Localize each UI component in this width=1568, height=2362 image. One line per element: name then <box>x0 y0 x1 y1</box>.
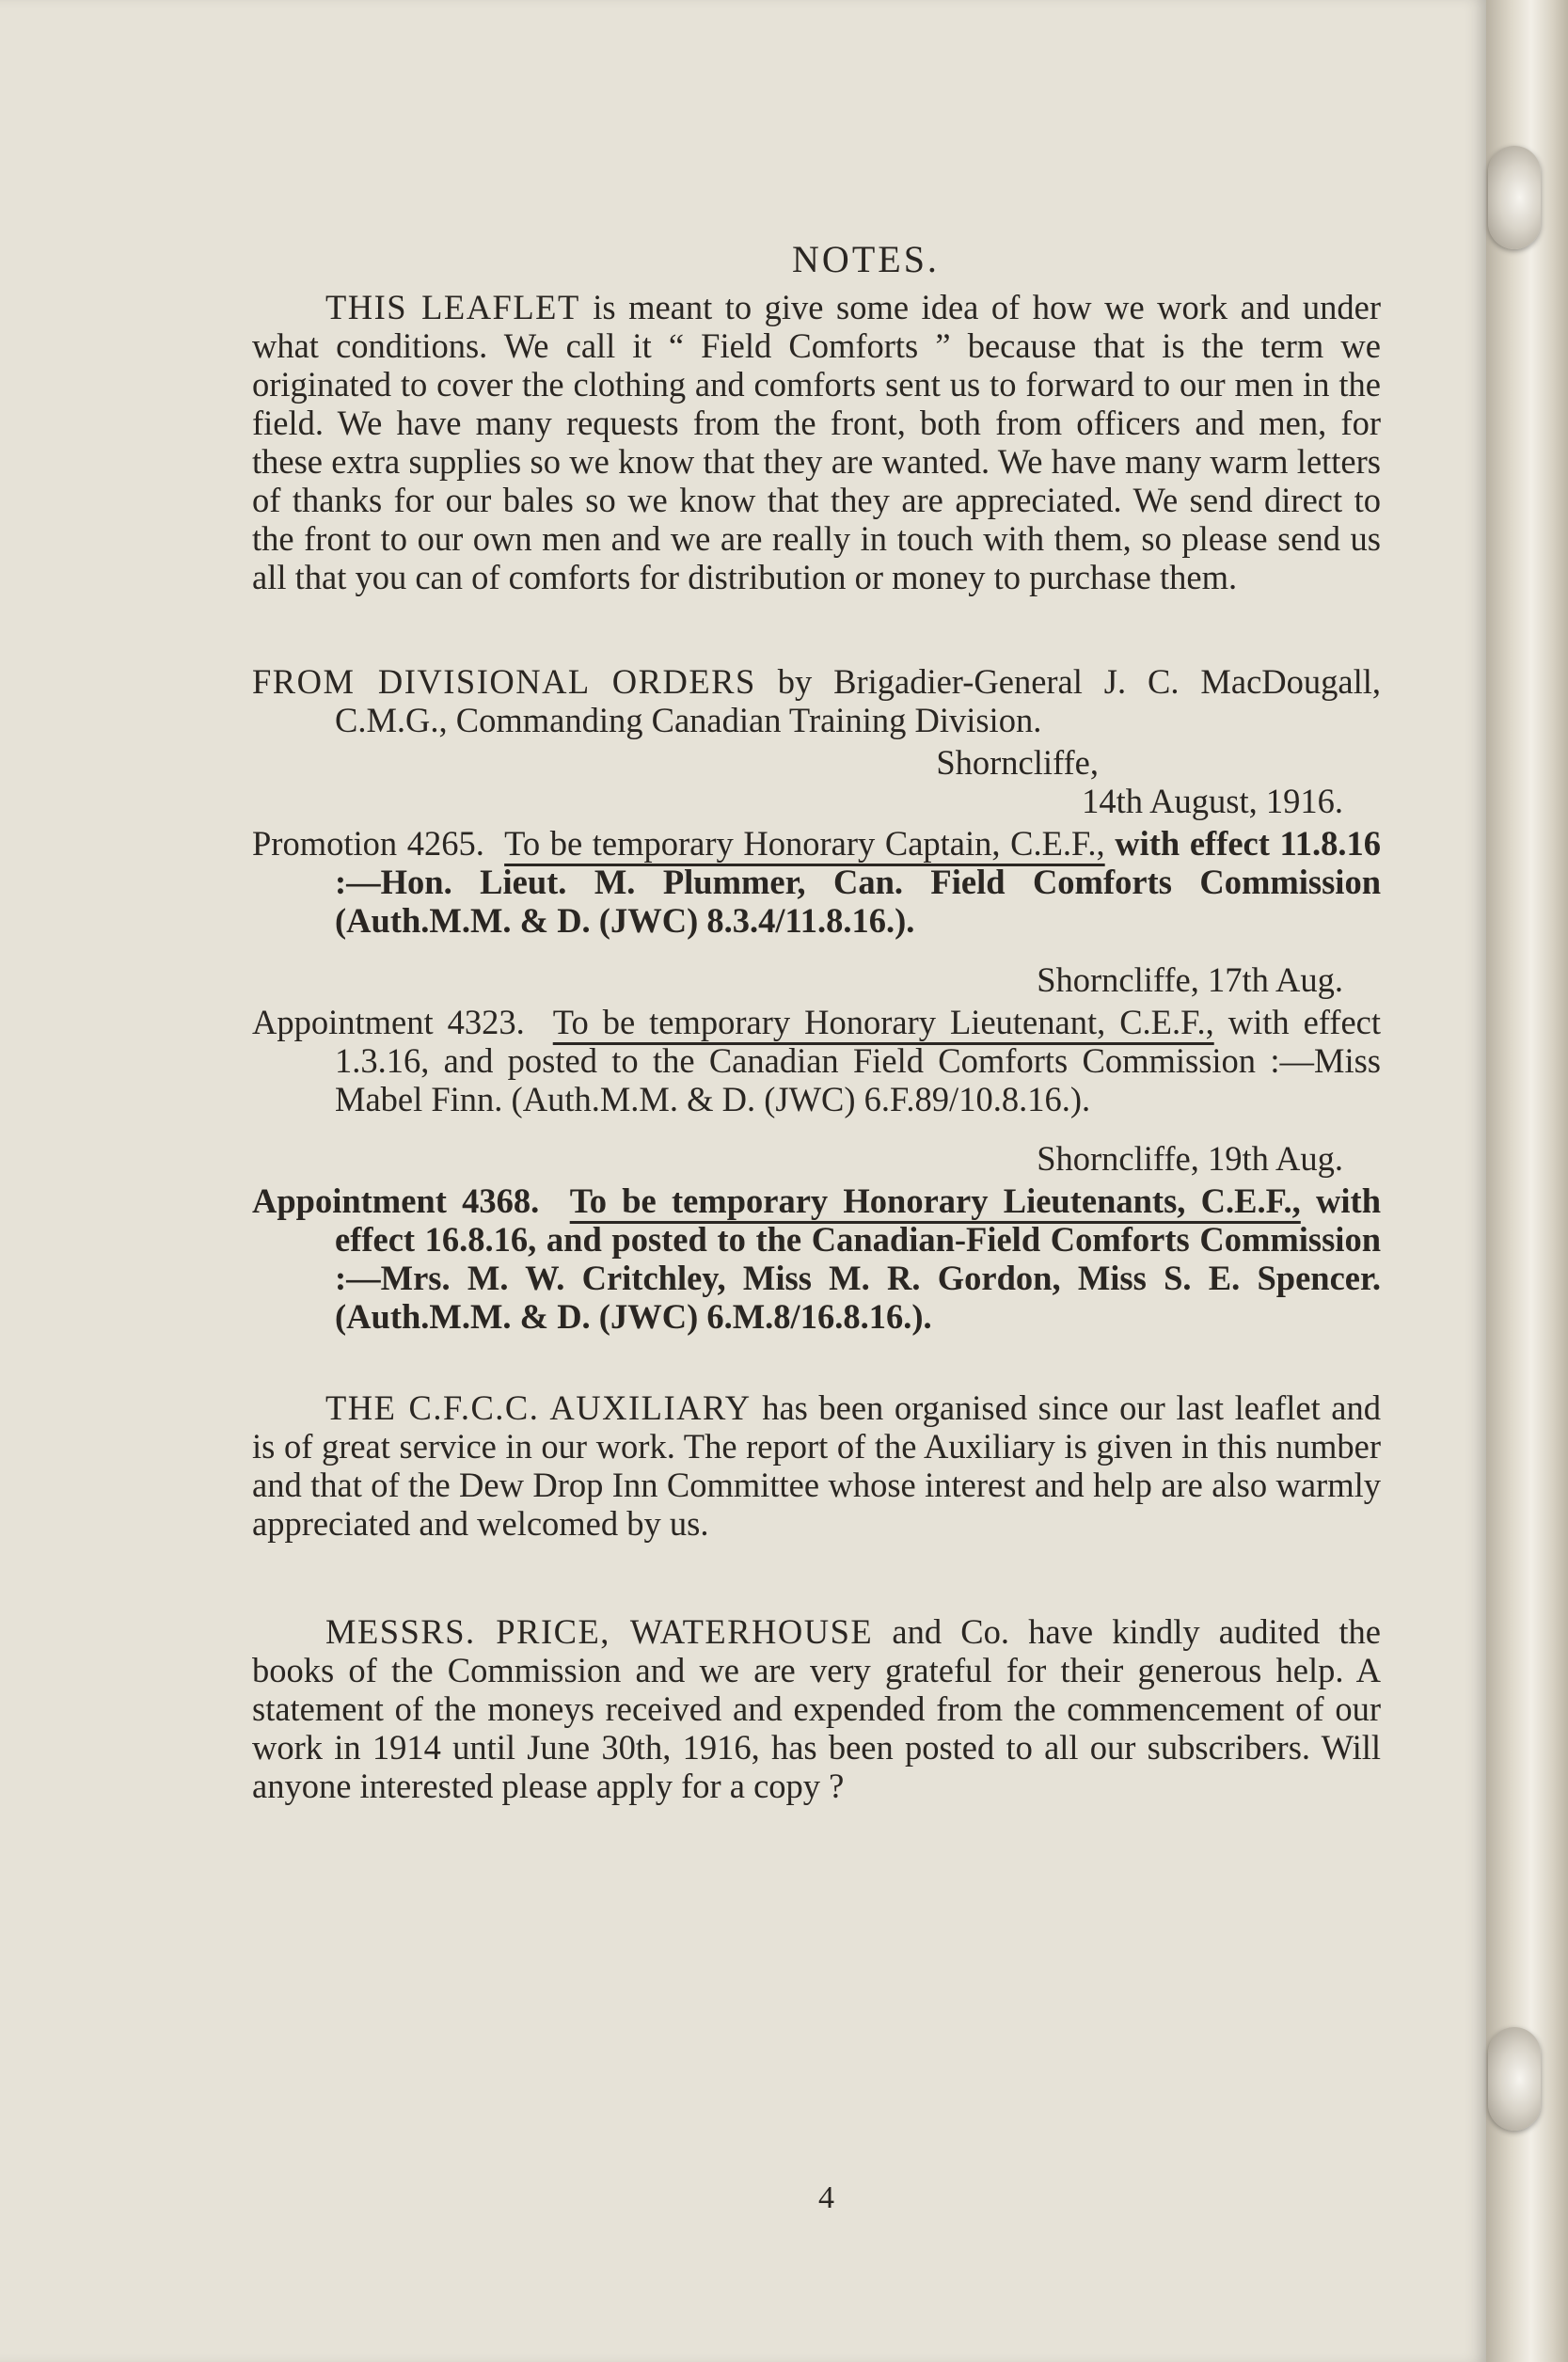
auxiliary-lead: THE C.F.C.C. AUXILIARY <box>325 1388 752 1427</box>
intro-body: is meant to give some idea of how we work and under what conditions. We call it “ Field Comforts ” because that is the term we originated to cover the clothing and comforts sent us to forward to our men in the field. We have many requests from the front, both from officers and men, for these extra supplies so we know that they are wanted. We have many warm letters of thanks for our bales so we know that they are appreciated. We send direct to the front to our own men and we are really in touch with them, so please send us all that you can of comforts for distribution or money to purchase them. <box>252 288 1381 596</box>
auxiliary-body: has been organised since our last leaflet and is of great service in our work. The report of the Auxiliary is given in this number and that of the Dew Drop Inn Committee whose interest and help are also warmly appreciated and welcomed by us. <box>252 1388 1381 1543</box>
order-3-detail: with effect 16.8.16, and posted to the Canadian-Field Comforts Commission :—Mrs. M. W. Critchley, Miss M. R. Gordon, Miss S. E. Spencer. (Auth.M.M. & D. (JWC) 6.M.8/16.8.16.). <box>335 1181 1381 1336</box>
booklet-spine <box>1486 0 1568 2362</box>
intro-paragraph <box>252 288 1381 596</box>
page-heading: NOTES. <box>792 238 940 280</box>
staple-bottom <box>1488 2027 1541 2131</box>
order-2 <box>252 1003 1381 1118</box>
order-1-detail: with effect 11.8.16 :—Hon. Lieut. M. Plummer, Can. Field Comforts Commission (Auth.M.M. & D. (JWC) 8.3.4/11.8.16.). <box>335 824 1381 940</box>
audit-paragraph <box>252 1612 1381 1805</box>
audit-body: and Co. have kindly audited the books of the Commission and we are very grateful for their generous help. A statement of the moneys received and expended from the commencement of our work in 1914 until June 30th, 1916, has been posted to all our subscribers. Will anyone interested please apply for a copy ? <box>252 1612 1381 1805</box>
audit-lead: MESSRS. PRICE, WATERHOUSE <box>325 1612 874 1651</box>
order-3-title: To be temporary Honorary Lieutenants, C.E.F., <box>569 1181 1301 1220</box>
divisional-orders <box>252 662 1381 1336</box>
order-1 <box>252 824 1381 940</box>
order-2-title: To be temporary Honorary Lieutenant, C.E.F., <box>552 1003 1214 1041</box>
staple-top <box>1488 146 1541 249</box>
order-2-label: Appointment 4323. <box>252 1003 525 1041</box>
page-number: 4 <box>818 2180 834 2215</box>
order-2-place: Shorncliffe, 17th Aug. <box>1037 960 1343 999</box>
order-1-label: Promotion 4265. <box>252 824 484 863</box>
orders-heading <box>252 662 1381 739</box>
order-3-label: Appointment 4368. <box>252 1181 540 1220</box>
order-1-title: To be temporary Honorary Captain, C.E.F., <box>504 824 1105 863</box>
order-2-detail: with effect 1.3.16, and posted to the Canadian Field Comforts Commission :—Miss Mabel Finn. (Auth.M.M. & D. (JWC) 6.F.89/10.8.16.). <box>335 1003 1381 1118</box>
order-3-place: Shorncliffe, 19th Aug. <box>1037 1139 1343 1178</box>
order-1-date: 14th August, 1916. <box>1082 782 1343 820</box>
intro-lead: THIS LEAFLET <box>325 288 580 326</box>
order-3 <box>252 1181 1381 1336</box>
page-content <box>252 240 1381 1805</box>
orders-lead: FROM DIVISIONAL ORDERS <box>252 662 756 701</box>
orders-body: by Brigadier-General J. C. MacDougall, C.M.G., Commanding Canadian Training Division. <box>335 662 1382 739</box>
order-1-place: Shorncliffe, <box>936 743 1099 782</box>
auxiliary-paragraph <box>252 1388 1381 1543</box>
